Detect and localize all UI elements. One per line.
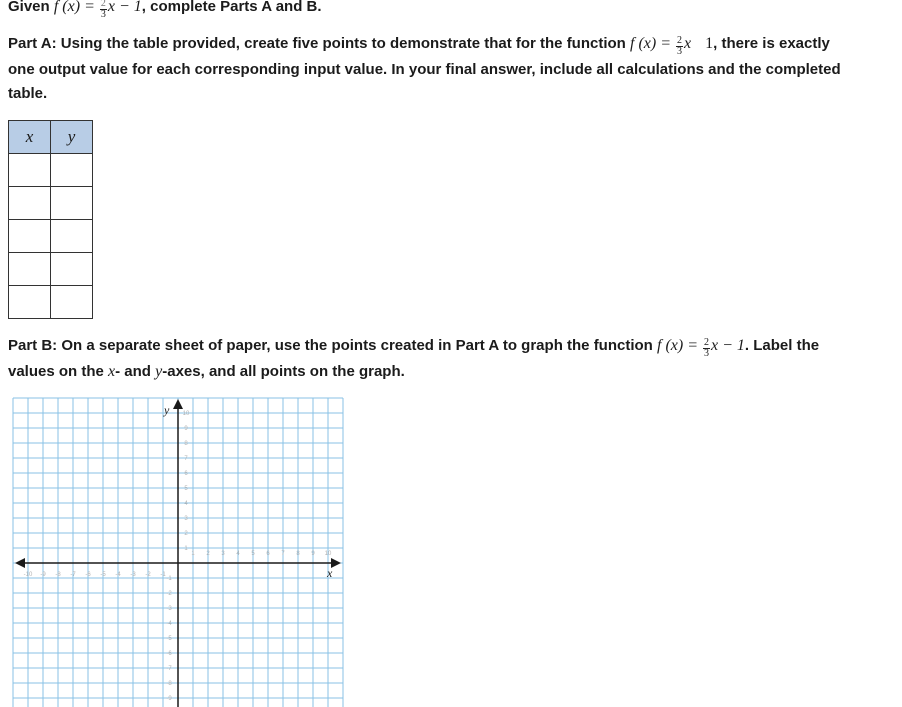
x-tick-label: -1 — [160, 572, 166, 578]
table-header-x: x — [9, 121, 51, 154]
x-tick-label: 5 — [251, 551, 255, 557]
x-tick-label: -6 — [85, 572, 91, 578]
x-tick-label: 4 — [236, 551, 240, 557]
part-a-constant: 1 — [705, 35, 714, 52]
part-b-line-2-a: values on the — [8, 363, 109, 380]
y-tick-label: 1 — [184, 546, 188, 552]
intro-function-rest: x − 1 — [107, 0, 142, 15]
x-tick-label: -2 — [145, 572, 151, 578]
x-tick-label: 2 — [206, 551, 210, 557]
y-tick-label: 9 — [184, 426, 188, 432]
y-axis-label: y — [164, 403, 170, 417]
part-a-tail: , there is exactly — [713, 35, 830, 52]
intro-lead: Given — [8, 0, 54, 15]
y-tick-label: 5 — [184, 486, 188, 492]
intro-fraction-denominator: 3 — [100, 9, 106, 20]
part-a-function: f (x) = — [630, 35, 676, 52]
part-a-line-3: table. — [8, 85, 48, 102]
part-a-variable: x — [684, 35, 692, 52]
part-b-function: f (x) = — [657, 337, 703, 354]
x-tick-label: 3 — [221, 551, 225, 557]
x-tick-label: -9 — [40, 572, 46, 578]
part-b-fraction-denominator: 3 — [704, 348, 710, 359]
part-b-fraction-numerator: 2 — [704, 337, 710, 348]
intro-fraction-numerator: 2 — [100, 0, 106, 9]
y-tick-label: 2 — [184, 531, 188, 537]
part-b-y-variable: y — [155, 363, 163, 380]
x-tick-label: -4 — [115, 572, 121, 578]
x-tick-label: 6 — [266, 551, 270, 557]
y-tick-label: -5 — [166, 636, 172, 642]
x-tick-label: 8 — [296, 551, 300, 557]
y-tick-label: -7 — [166, 666, 172, 672]
x-axis-arrow-right — [331, 558, 341, 568]
x-tick-label: 7 — [281, 551, 285, 557]
part-a-fraction-denominator: 3 — [677, 46, 683, 57]
y-tick-label: -2 — [166, 591, 172, 597]
x-tick-label: -5 — [100, 572, 106, 578]
x-tick-label: -7 — [70, 572, 76, 578]
y-tick-label: -3 — [166, 606, 172, 612]
x-tick-label: -3 — [130, 572, 136, 578]
x-tick-label: 1 — [191, 551, 195, 557]
y-tick-label: 8 — [184, 441, 188, 447]
y-tick-label: -9 — [166, 696, 172, 702]
part-a-text: Part A: Using the table provided, create five points to demonstrate that for the function — [8, 35, 631, 52]
y-tick-label: -4 — [166, 621, 172, 627]
y-tick-label: 3 — [184, 516, 188, 522]
y-tick-label: -6 — [166, 651, 172, 657]
x-tick-label: 10 — [324, 551, 332, 557]
y-tick-label: 4 — [184, 501, 188, 507]
part-b-tail: . Label the — [744, 337, 820, 354]
x-tick-label: 9 — [311, 551, 315, 557]
part-b-line-2-b: - and — [115, 363, 156, 380]
y-tick-label: -8 — [166, 681, 172, 687]
y-tick-label: 6 — [184, 471, 188, 477]
y-axis-arrow-up — [173, 399, 183, 409]
y-tick-label: -1 — [166, 576, 172, 582]
x-tick-label: -10 — [23, 572, 33, 578]
y-tick-label: 7 — [184, 456, 188, 462]
part-a-line-2: one output value for each corresponding input value. In your final answer, include all calculations and the completed — [8, 61, 841, 78]
intro-function: f (x) = — [53, 0, 99, 15]
part-b-x-variable: x — [108, 363, 116, 380]
y-tick-label: 10 — [182, 411, 190, 417]
table-header-y: y — [51, 121, 93, 154]
intro-tail: , complete Parts A and B. — [141, 0, 322, 15]
part-b-line-2-c: -axes, and all points on the graph. — [162, 363, 405, 380]
part-b-function-rest: x − 1 — [711, 337, 745, 354]
x-axis-arrow-left — [15, 558, 25, 568]
x-tick-label: -8 — [55, 572, 61, 578]
x-axis-label: x — [327, 566, 333, 580]
part-b-text: Part B: On a separate sheet of paper, use the points created in Part A to graph the function — [8, 337, 658, 354]
part-a-fraction-numerator: 2 — [677, 35, 683, 46]
